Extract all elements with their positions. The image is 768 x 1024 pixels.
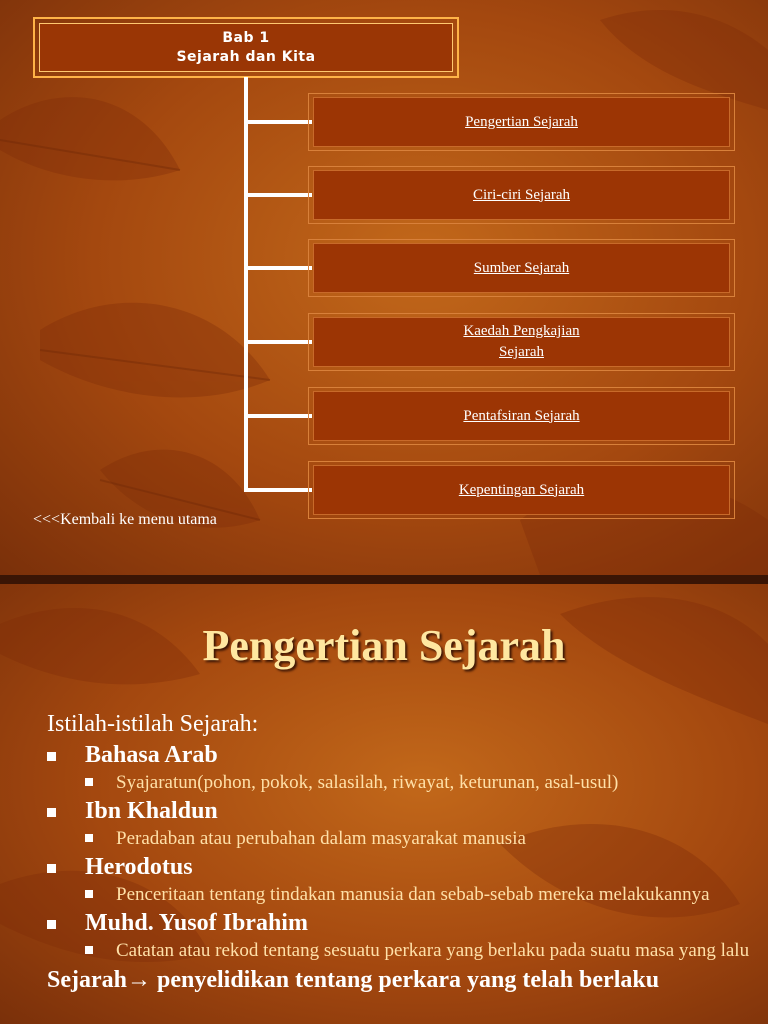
topic-link-kaedah-line1: Kaedah Pengkajian: [463, 323, 580, 339]
conclusion-line: [47, 965, 762, 995]
topic-link-ciri[interactable]: Ciri-ciri Sejarah: [472, 186, 571, 203]
bullet-heading: Muhd. Yusof Ibrahim: [47, 908, 762, 938]
chapter-number: Bab 1: [222, 29, 270, 46]
bullet-detail: Peradaban atau perubahan dalam masyarakat manusia: [47, 828, 762, 849]
connector-branch: [244, 488, 312, 492]
connector-branch: [244, 414, 312, 418]
bullet-heading: Herodotus: [47, 852, 762, 882]
topic-box-pentafsiran[interactable]: [308, 387, 735, 445]
connector-branch: [244, 193, 312, 197]
bullet-heading: Ibn Khaldun: [47, 796, 762, 826]
topic-box-pengertian[interactable]: [308, 93, 735, 151]
connector-branch: [244, 266, 312, 270]
topic-link-pengertian[interactable]: Pengertian Sejarah: [465, 113, 578, 130]
slide-title: Pengertian Sejarah: [202, 621, 566, 670]
topic-box-sumber[interactable]: [308, 239, 735, 297]
slide-content: [47, 709, 762, 995]
connector-branch: [244, 340, 312, 344]
topic-box-ciri[interactable]: [308, 166, 735, 224]
bullet-detail: Catatan atau rekod tentang sesuatu perkara yang berlaku pada suatu masa yang lalu: [47, 940, 762, 961]
chapter-box: [33, 17, 459, 78]
topic-box-kepentingan[interactable]: [308, 461, 735, 519]
conclusion-text: penyelidikan tentang perkara yang telah berlaku: [151, 967, 660, 993]
arrow-icon: →: [127, 967, 151, 993]
connector-vertical: [244, 77, 248, 492]
intro-text: Istilah-istilah Sejarah:: [47, 711, 259, 737]
chapter-title: Sejarah dan Kita: [176, 48, 316, 65]
topic-link-sumber[interactable]: Sumber Sejarah: [473, 259, 570, 276]
topic-link-kaedah[interactable]: [463, 321, 579, 363]
topic-box-kaedah[interactable]: [308, 313, 735, 371]
bullet-detail: Syajaratun(pohon, pokok, salasilah, riwayat, keturunan, asal-usul): [47, 772, 762, 793]
topic-link-pentafsiran[interactable]: Pentafsiran Sejarah: [463, 407, 580, 424]
back-to-menu-link[interactable]: <<<Kembali ke menu utama: [33, 511, 217, 528]
topic-link-kepentingan[interactable]: Kepentingan Sejarah: [458, 481, 585, 498]
connector-branch: [244, 120, 312, 124]
slide-separator: [0, 575, 768, 584]
bullet-heading: Bahasa Arab: [47, 740, 762, 770]
conclusion-prefix: Sejarah: [47, 967, 127, 993]
topic-link-kaedah-line2: Sejarah: [499, 344, 544, 360]
bullet-detail: Penceritaan tentang tindakan manusia dan sebab-sebab mereka melakukannya: [47, 884, 762, 905]
